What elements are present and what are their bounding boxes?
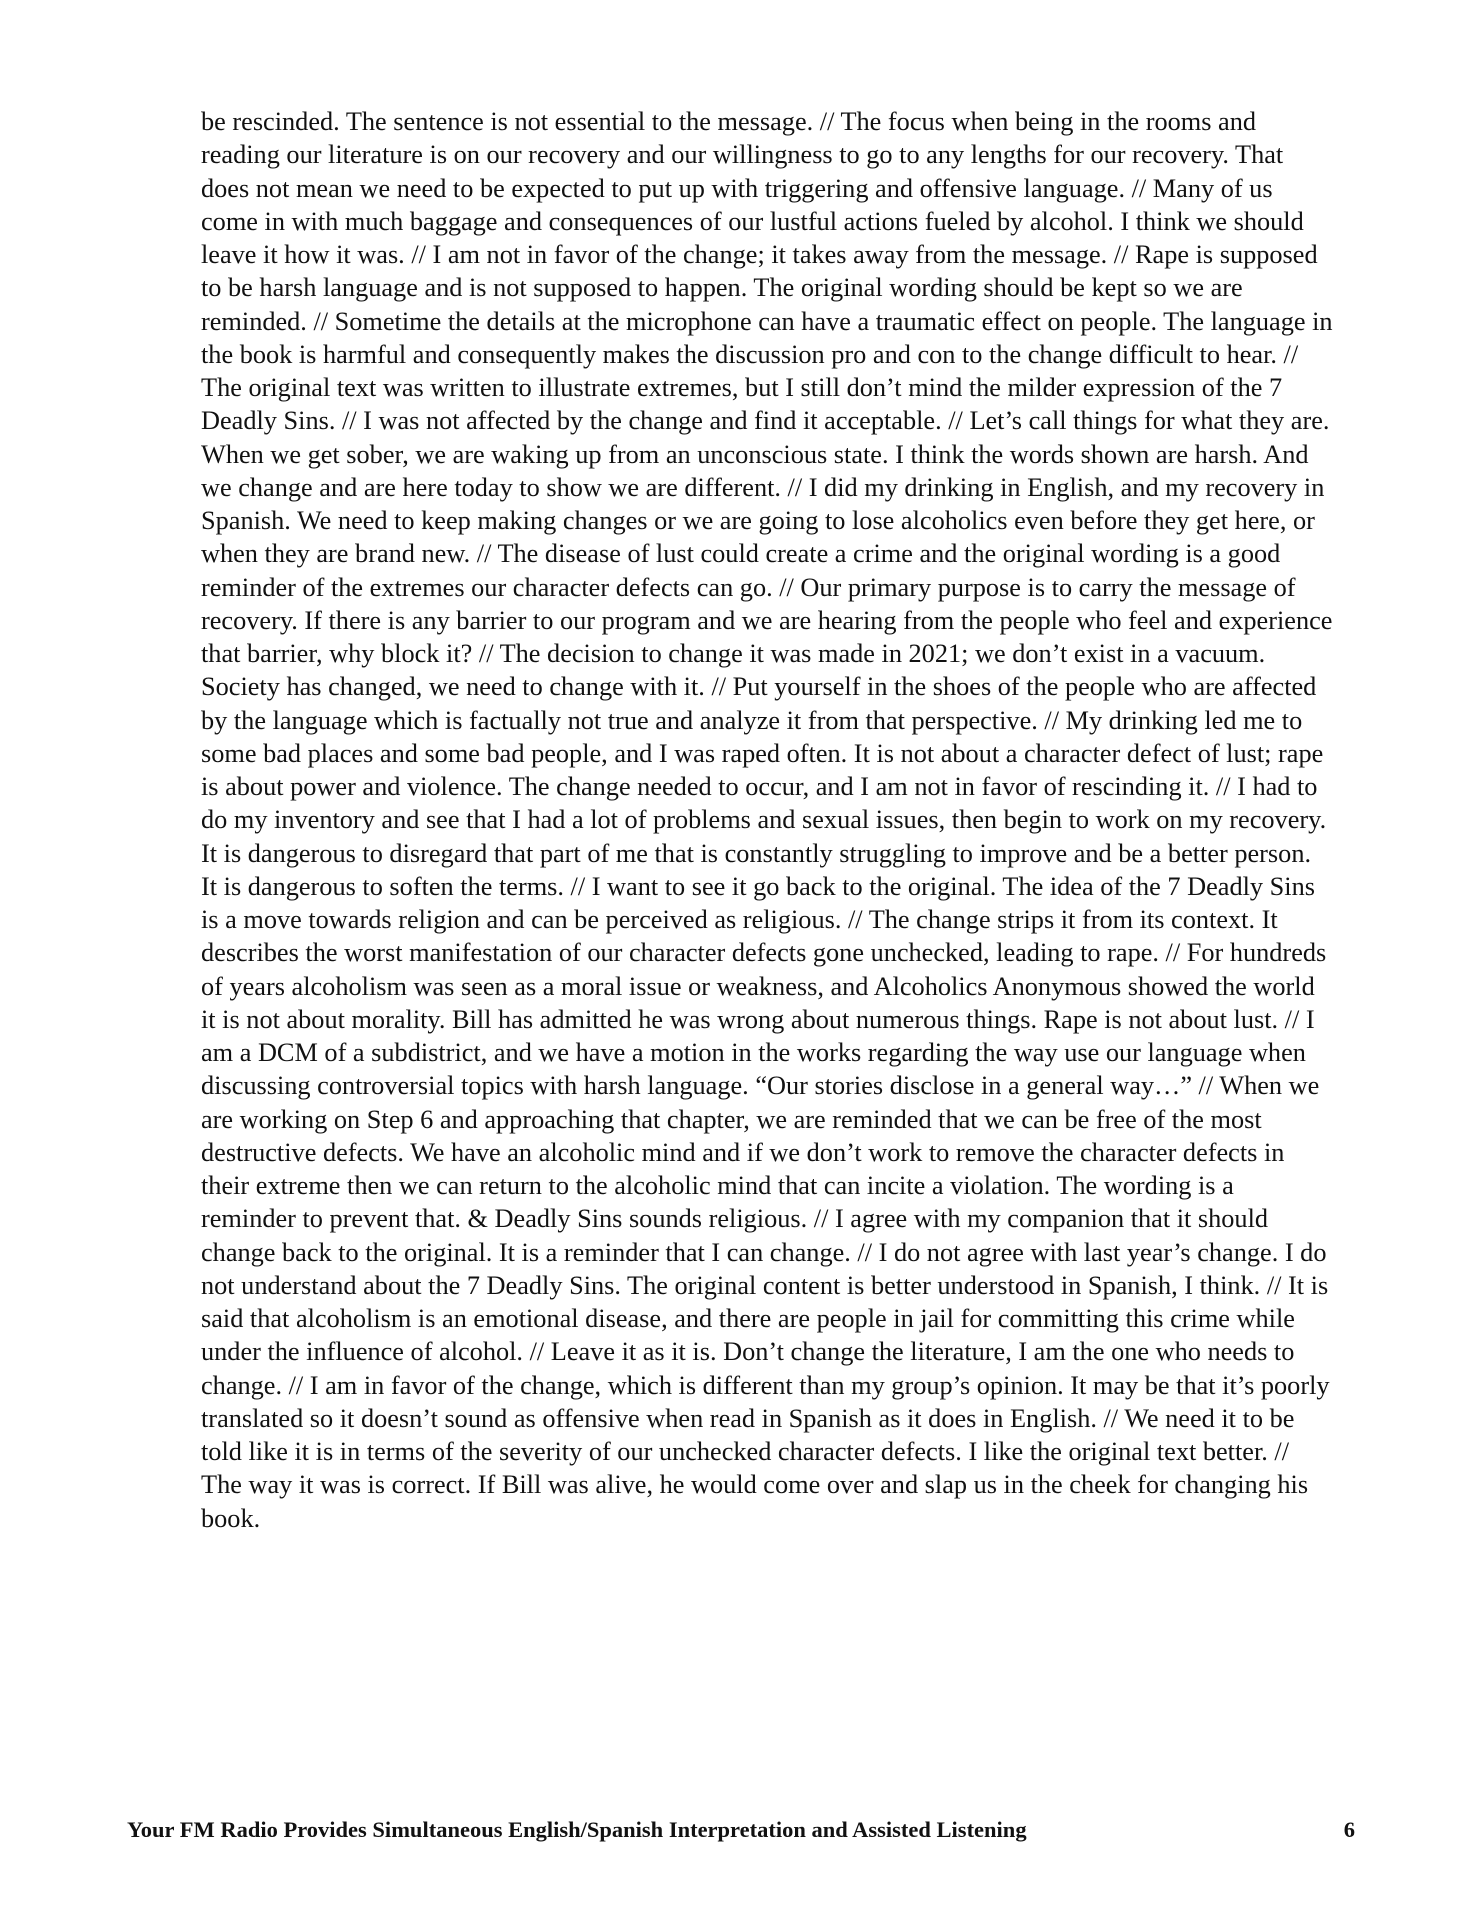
page-number: 6 bbox=[1343, 1817, 1355, 1842]
body-paragraph: be rescinded. The sentence is not essential to the message. // The focus when being in the rooms and reading our literature is on our recovery and our willingness to go to any lengths for our recovery. That does not mean we need to be expected to put up with triggering and offensive language. // Many of us come in with much baggage and consequences of our lustful actions fueled by alcohol. I think we should leave it how it was. // I am not in favor of the change; it takes away from the message. // Rape is supposed to be harsh language and is not supposed to happen. The original wording should be kept so we are reminded. // Sometime the details at the microphone can have a traumatic effect on people. The language in the book is harmful and consequently makes the discussion pro and con to the change difficult to hear. // The original text was written to illustrate extremes, but I still don’t mind the milder expression of the 7 Deadly Sins. // I was not affected by the change and find it acceptable. // Let’s call things for what they are. When we get sober, we are waking up from an unconscious state. I think the words shown are harsh. And we change and are here today to show we are different. // I did my drinking in English, and my recovery in Spanish. We need to keep making changes or we are going to lose alcoholics even before they get here, or when they are brand new. // The disease of lust could create a crime and the original wording is a good reminder of the extremes our character defects can go. // Our primary purpose is to carry the message of recovery. If there is any barrier to our program and we are hearing from the people who feel and experience that barrier, why block it? // The decision to change it was made in 2021; we don’t exist in a vacuum. Society has changed, we need to change with it. // Put yourself in the shoes of the people who are affected by the language which is factually not true and analyze it from that perspective. // My drinking led me to some bad places and some bad people, and I was raped often. It is not about a character defect of lust; rape is about power and violence. The change needed to occur, and I am not in favor of rescinding it. // I had to do my inventory and see that I had a lot of problems and sexual issues, then begin to work on my recovery. It is dangerous to disregard that part of me that is constantly struggling to improve and be a better person. It is dangerous to soften the terms. // I want to see it go back to the original. The idea of the 7 Deadly Sins is a move towards religion and can be perceived as religious. // The change strips it from its context. It describes the worst manifestation of our character defects gone unchecked, leading to rape. // For hundreds of years alcoholism was seen as a moral issue or weakness, and Alcoholics Anonymous showed the world it is not about morality. Bill has admitted he was wrong about numerous things. Rape is not about lust. // I am a DCM of a subdistrict, and we have a motion in the works regarding the way use our language when discussing controversial topics with harsh language. “Our stories disclose in a general way…” // When we are working on Step 6 and approaching that chapter, we are reminded that we can be free of the most destructive defects. We have an alcoholic mind and if we don’t work to remove the character defects in their extreme then we can return to the alcoholic mind that can incite a violation. The wording is a reminder to prevent that. & Deadly Sins sounds religious. // I agree with my companion that it should change back to the original. It is a reminder that I can change. // I do not agree with last year’s change. I do not understand about the 7 Deadly Sins. The original content is better understood in Spanish, I think. // It is said that alcoholism is an emotional disease, and there are people in jail for committing this crime while under the influence of alcohol. // Leave it as it is. Don’t change the literature, I am the one who needs to change. // I am in favor of the change, which is different than my group’s opinion. It may be that it’s poorly translated so it doesn’t sound as offensive when read in Spanish as it does in English. // We need it to be told like it is in terms of the severity of our unchecked character defects. I like the original text better. // The way it was is correct. If Bill was alive, he would come over and slap us in the cheek for changing his book. bbox=[201, 107, 1333, 1533]
page-footer bbox=[127, 1814, 1355, 1846]
footer-title: Your FM Radio Provides Simultaneous English/Spanish Interpretation and Assisted Listening bbox=[127, 1817, 1027, 1842]
